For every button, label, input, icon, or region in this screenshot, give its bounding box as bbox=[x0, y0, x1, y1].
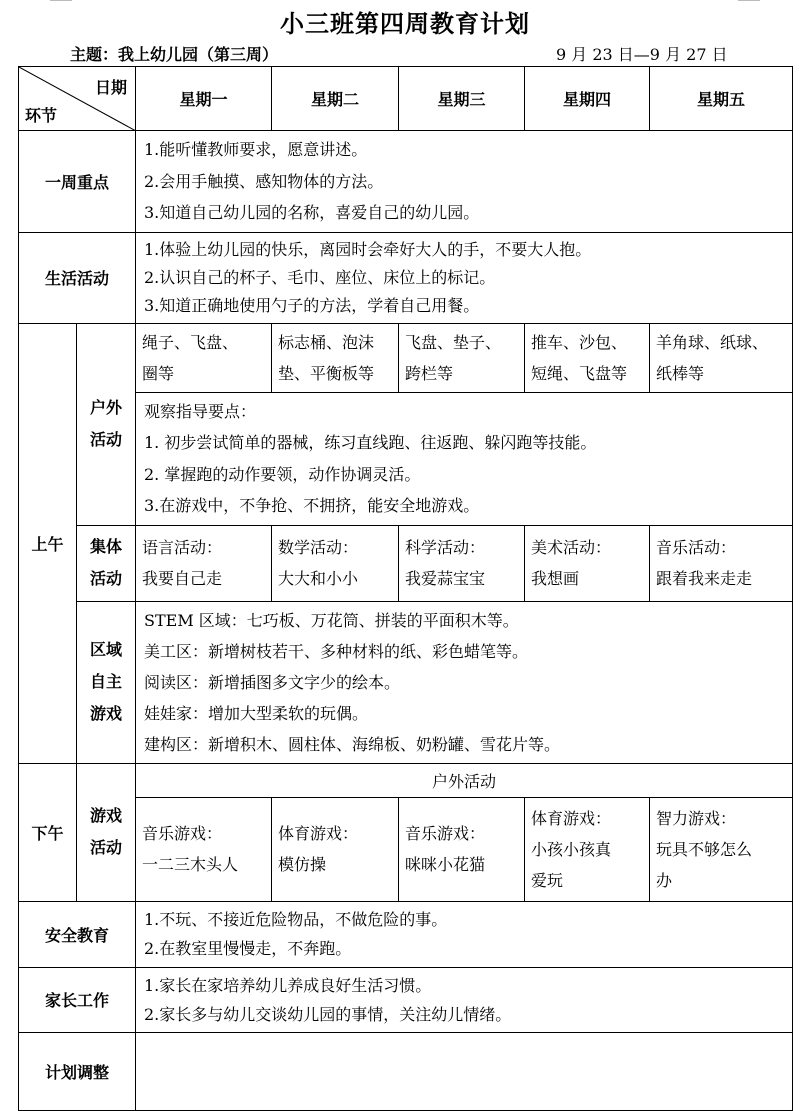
life-content bbox=[136, 232, 793, 323]
game-cell: 智力游戏： 玩具不够怎么 办 bbox=[650, 797, 793, 901]
adjust-content bbox=[136, 1032, 793, 1110]
safety-row bbox=[19, 901, 793, 967]
corner-section-label: 环节 bbox=[25, 106, 58, 125]
guidance-item: 1. 初步尝试简单的器械，练习直线跑、往返跑、躲闪跑等技能。 bbox=[144, 433, 597, 452]
day-header: 星期一 bbox=[136, 67, 272, 131]
life-item: 2.认识自己的杯子、毛巾、座位、床位上的标记。 bbox=[144, 267, 496, 287]
group-activity-cell: 数学活动： 大大和小小 bbox=[272, 525, 399, 601]
weekly-focus-content bbox=[136, 131, 793, 233]
outdoor-material-cell: 羊角球、纸球、 纸棒等 bbox=[650, 323, 793, 392]
top-rule-left bbox=[50, 0, 72, 1]
outdoor-material-cell: 标志桶、泡沫 垫、平衡板等 bbox=[272, 323, 399, 392]
group-activity-cell: 美术活动： 我想画 bbox=[525, 525, 650, 601]
area-game-row bbox=[19, 601, 793, 763]
morning-label: 上午 bbox=[19, 323, 77, 763]
date-range: 9 月 23 日—9 月 27 日 bbox=[556, 45, 728, 64]
parents-row bbox=[19, 967, 793, 1032]
corner-date-label: 日期 bbox=[94, 78, 127, 97]
parents-content bbox=[136, 967, 793, 1032]
corner-cell bbox=[19, 67, 136, 131]
adjust-label: 计划调整 bbox=[19, 1032, 136, 1110]
group-activity-cell: 科学活动： 我爱蒜宝宝 bbox=[399, 525, 525, 601]
guidance-item: 3.在游戏中，不争抢、不拥挤，能安全地游戏。 bbox=[144, 496, 480, 515]
top-rule-right bbox=[738, 0, 760, 1]
life-row bbox=[19, 232, 793, 323]
area-item: STEM 区域：七巧板、万花筒、拼装的平面积木等。 bbox=[144, 610, 519, 630]
group-activity-row bbox=[19, 525, 793, 601]
safety-label: 安全教育 bbox=[19, 901, 136, 967]
weekly-focus-row bbox=[19, 131, 793, 233]
group-activity-cell: 语言活动： 我要自己走 bbox=[136, 525, 272, 601]
weekly-focus-item: 1.能听懂教师要求，愿意讲述。 bbox=[144, 140, 368, 159]
day-header: 星期五 bbox=[650, 67, 793, 131]
game-activity-label: 游戏 活动 bbox=[77, 763, 136, 901]
safety-content bbox=[136, 901, 793, 967]
area-game-content bbox=[136, 601, 793, 763]
parents-label: 家长工作 bbox=[19, 967, 136, 1032]
area-item: 建构区：新增积木、圆柱体、海绵板、奶粉罐、雪花片等。 bbox=[144, 734, 561, 754]
weekly-focus-label: 一周重点 bbox=[19, 131, 136, 233]
group-activity-cell: 音乐活动： 跟着我来走走 bbox=[650, 525, 793, 601]
safety-item: 1.不玩、不接近危险物品，不做危险的事。 bbox=[144, 910, 448, 929]
theme-subtitle: 主题：我上幼儿园（第三周） bbox=[70, 45, 279, 64]
afternoon-outdoor-label: 户外活动 bbox=[136, 763, 793, 797]
game-cell: 音乐游戏： 一二三木头人 bbox=[136, 797, 272, 901]
group-activity-label: 集体 活动 bbox=[77, 525, 136, 601]
outdoor-label: 户外 活动 bbox=[77, 323, 136, 525]
weekly-focus-item: 3.知道自己幼儿园的名称，喜爱自己的幼儿园。 bbox=[144, 203, 480, 222]
area-item: 娃娃家：增加大型柔软的玩偶。 bbox=[144, 703, 369, 723]
game-cell: 体育游戏： 小孩小孩真 爱玩 bbox=[525, 797, 650, 901]
afternoon-outdoor-row bbox=[19, 763, 793, 797]
page-title: 小三班第四周教育计划 bbox=[280, 9, 530, 38]
afternoon-label: 下午 bbox=[19, 763, 77, 901]
afternoon-game-row bbox=[19, 797, 793, 901]
safety-item: 2.在教室里慢慢走，不奔跑。 bbox=[144, 939, 352, 958]
guidance-item: 2. 掌握跑的动作要领，动作协调灵活。 bbox=[144, 464, 421, 484]
header-row bbox=[19, 67, 793, 131]
day-header: 星期二 bbox=[272, 67, 399, 131]
guidance-item: 观察指导要点： bbox=[144, 401, 257, 421]
area-item: 美工区：新增树枝若干、多种材料的纸、彩色蜡笔等。 bbox=[144, 641, 529, 661]
outdoor-guidance-row bbox=[19, 392, 793, 525]
game-cell: 体育游戏： 模仿操 bbox=[272, 797, 399, 901]
parents-item: 1.家长在家培养幼儿养成良好生活习惯。 bbox=[144, 975, 432, 995]
area-game-label: 区域 自主 游戏 bbox=[77, 601, 136, 763]
day-header: 星期三 bbox=[399, 67, 525, 131]
life-item: 3.知道正确地使用勺子的方法，学着自己用餐。 bbox=[144, 295, 480, 315]
game-cell: 音乐游戏： 咪咪小花猫 bbox=[399, 797, 525, 901]
day-header: 星期四 bbox=[525, 67, 650, 131]
outdoor-material-cell: 推车、沙包、 短绳、飞盘等 bbox=[525, 323, 650, 392]
outdoor-material-cell: 绳子、飞盘、 圈等 bbox=[136, 323, 272, 392]
outdoor-guidance-content bbox=[136, 392, 793, 525]
outdoor-materials-row bbox=[19, 323, 793, 392]
plan-table bbox=[18, 66, 793, 1111]
parents-item: 2.家长多与幼儿交谈幼儿园的事情，关注幼儿情绪。 bbox=[144, 1004, 512, 1024]
outdoor-material-cell: 飞盘、垫子、 跨栏等 bbox=[399, 323, 525, 392]
adjust-row bbox=[19, 1032, 793, 1110]
weekly-focus-item: 2.会用手触摸、感知物体的方法。 bbox=[144, 171, 384, 191]
area-item: 阅读区：新增插图多文字少的绘本。 bbox=[144, 672, 401, 692]
life-item: 1.体验上幼儿园的快乐，离园时会牵好大人的手，不要大人抱。 bbox=[144, 239, 592, 259]
life-label: 生活活动 bbox=[19, 232, 136, 323]
